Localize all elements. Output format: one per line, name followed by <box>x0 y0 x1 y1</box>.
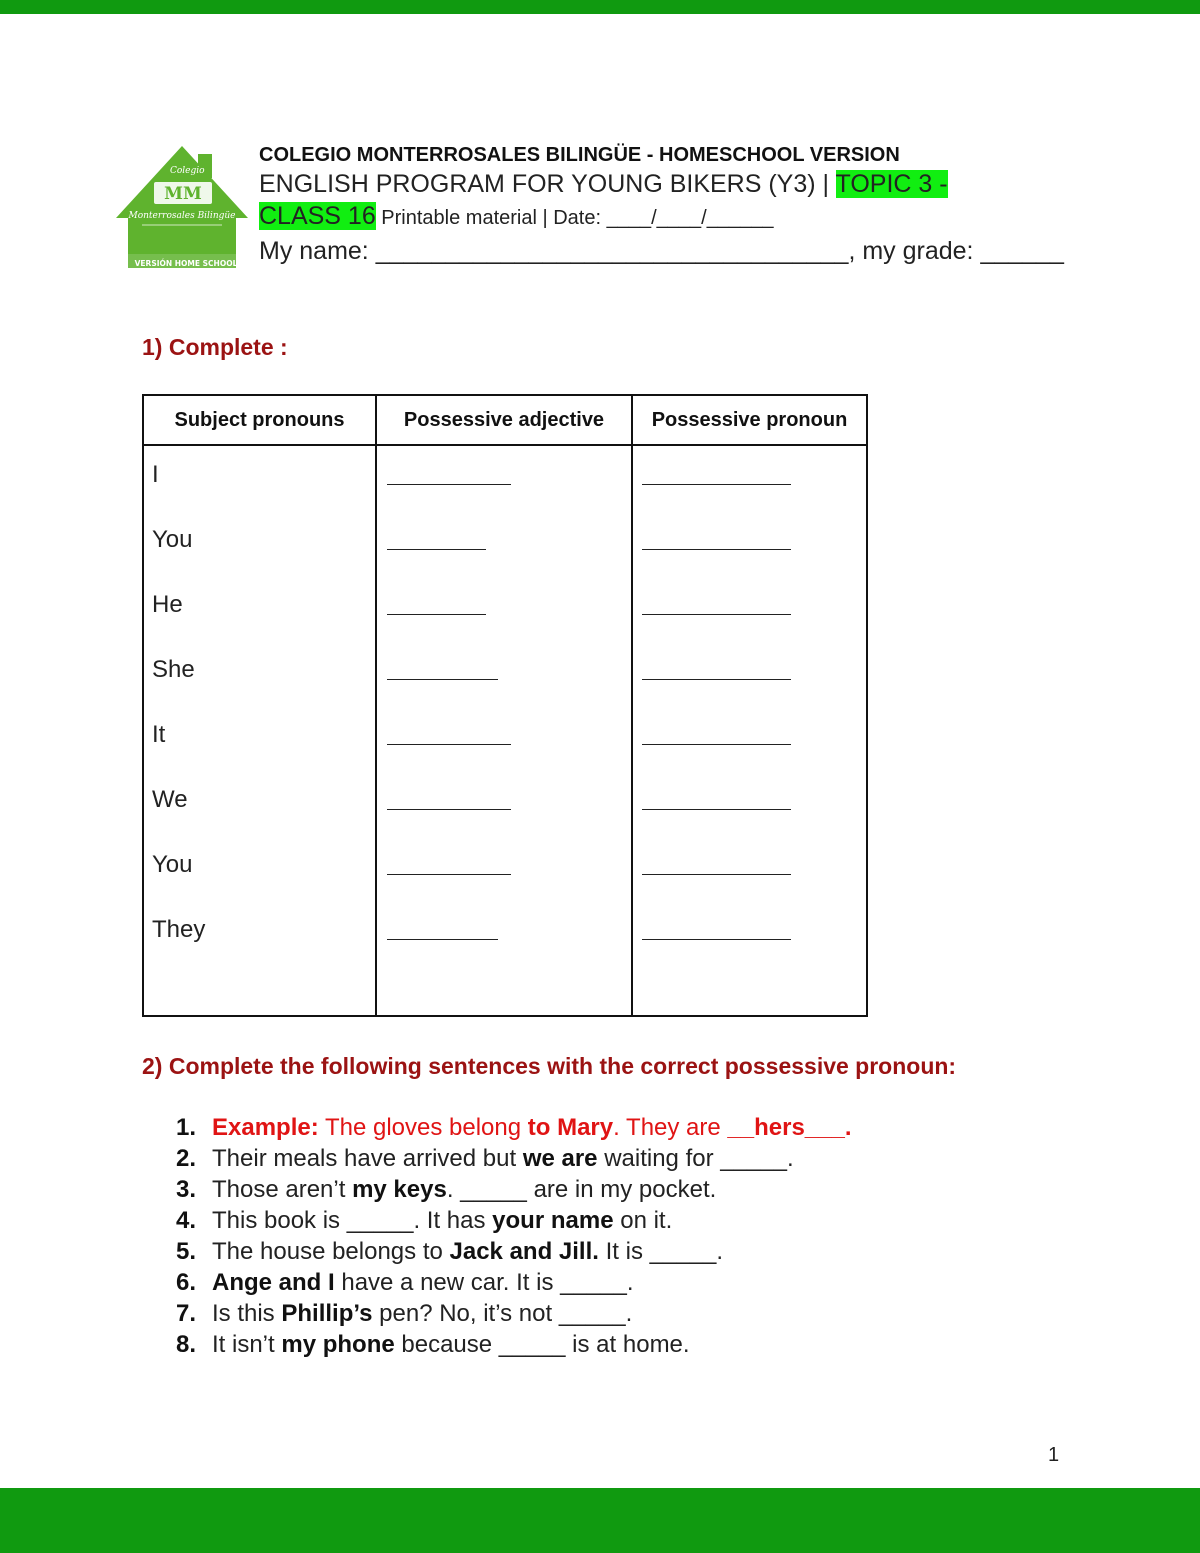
sentence-text: on it. <box>613 1207 673 1234</box>
item-number: 5. <box>176 1238 197 1265</box>
logo-top-text: Colegio <box>170 166 205 176</box>
sentence-text: because _____ is at home. <box>394 1331 690 1358</box>
sentence-bold: Jack and Jill. <box>449 1238 599 1265</box>
answer-blank[interactable] <box>387 783 511 810</box>
answer-blank[interactable] <box>387 653 498 680</box>
subject-pronoun: I <box>152 461 159 488</box>
list-item <box>176 1112 852 1143</box>
item-number: 1. <box>176 1114 197 1141</box>
possessive-adjective-column <box>376 445 632 1016</box>
sentence-text: The house belongs to <box>212 1238 450 1265</box>
class-line <box>259 200 1039 234</box>
answer-blank[interactable] <box>387 718 511 745</box>
sentence-text: It isn’t <box>212 1331 282 1358</box>
example-label: Example: <box>212 1114 319 1141</box>
sentence-bold: my phone <box>281 1331 395 1358</box>
sentence-bold: to Mary <box>527 1114 614 1141</box>
subject-pronoun: They <box>152 916 206 943</box>
answer-blank[interactable] <box>642 913 791 940</box>
subject-pronoun: You <box>152 851 193 878</box>
sentence-text: . _____ are in my pocket. <box>446 1176 717 1203</box>
sentence-text: Is this <box>212 1300 282 1327</box>
top-green-bar <box>0 0 1200 14</box>
subject-pronoun: He <box>152 591 183 618</box>
answer-blank[interactable] <box>387 458 511 485</box>
sentence-text: . They are <box>613 1114 728 1141</box>
page-number: 1 <box>1048 1444 1060 1466</box>
sentence-text: Their meals have arrived but <box>212 1145 523 1172</box>
answer-blank[interactable] <box>387 913 498 940</box>
grade-blank[interactable]: ______ <box>980 237 1064 265</box>
item-number: 8. <box>176 1331 197 1358</box>
possessive-pronoun-column <box>632 445 867 1016</box>
grade-label: , my grade: <box>848 237 981 265</box>
sentence-text: The gloves belong <box>318 1114 528 1141</box>
sentence-text: This book is _____. It has <box>212 1207 493 1234</box>
header-possessive-pronoun: Possessive pronoun <box>632 395 867 445</box>
header-subject-pronouns: Subject pronouns <box>143 395 376 445</box>
section-2-title: 2) Complete the following sentences with the correct possessive pronoun: <box>142 1053 957 1079</box>
list-item <box>176 1143 852 1174</box>
sentence-bold: Phillip’s <box>281 1300 373 1327</box>
sentence-text: have a new car. It is _____. <box>334 1269 634 1296</box>
sentence-text: waiting for _____. <box>597 1145 794 1172</box>
list-item <box>176 1174 852 1205</box>
answer-blank[interactable] <box>642 588 791 615</box>
item-number: 7. <box>176 1300 197 1327</box>
class-label: CLASS 16 <box>259 202 376 230</box>
sentence-text: pen? No, it’s not _____. <box>372 1300 633 1327</box>
list-item <box>176 1298 852 1329</box>
list-item <box>176 1267 852 1298</box>
school-name: COLEGIO MONTERROSALES BILINGÜE - HOMESCHOOL VERSION <box>259 144 900 166</box>
sentence-bold: your name <box>492 1207 614 1234</box>
logo-subtitle: VERSIÓN HOME SCHOOL <box>134 259 238 268</box>
logo-monogram: MM <box>164 184 202 204</box>
list-item <box>176 1236 852 1267</box>
answer-blank[interactable] <box>387 848 511 875</box>
subject-pronoun: It <box>152 721 166 748</box>
school-logo <box>112 140 252 280</box>
answer-blank[interactable] <box>387 588 486 615</box>
answer-blank[interactable] <box>642 718 791 745</box>
subject-pronoun: We <box>152 786 188 813</box>
answer-blank[interactable] <box>387 523 486 550</box>
item-number: 2. <box>176 1145 197 1172</box>
name-grade-line <box>259 235 1064 267</box>
sentence-text: Those aren’t <box>212 1176 353 1203</box>
sentence-text: It is _____. <box>598 1238 724 1265</box>
sentence-bold: Ange and I <box>212 1269 335 1296</box>
header-possessive-adjective: Possessive adjective <box>376 395 632 445</box>
answer-blank[interactable] <box>642 653 791 680</box>
sentence-list <box>176 1112 852 1360</box>
pronoun-table <box>142 394 868 1017</box>
topic-label: TOPIC 3 - <box>835 170 948 198</box>
answer-blank[interactable] <box>642 783 791 810</box>
program-title: ENGLISH PROGRAM FOR YOUNG BIKERS (Y3) | <box>259 170 836 198</box>
item-number: 4. <box>176 1207 197 1234</box>
printable-date-line: Printable material | Date: ____/____/______ <box>375 207 774 229</box>
section-1-title: 1) Complete : <box>142 334 288 360</box>
list-item <box>176 1329 852 1360</box>
logo-name: Monterrosales Bilingüe <box>128 211 236 221</box>
answer-blank[interactable] <box>642 523 791 550</box>
sentence-bold: we are <box>522 1145 598 1172</box>
name-label: My name: <box>259 237 376 265</box>
document-header <box>259 142 1064 267</box>
name-blank[interactable]: __________________________________ <box>375 237 849 265</box>
sentence-bold: my keys <box>352 1176 447 1203</box>
program-line <box>259 168 1039 200</box>
subject-column <box>143 445 376 1016</box>
answer-blank[interactable] <box>642 458 791 485</box>
item-number: 3. <box>176 1176 197 1203</box>
list-item <box>176 1205 852 1236</box>
subject-pronoun: She <box>152 656 195 683</box>
subject-pronoun: You <box>152 526 193 553</box>
example-answer: __hers___ <box>727 1114 845 1141</box>
item-number: 6. <box>176 1269 197 1296</box>
answer-blank[interactable] <box>642 848 791 875</box>
sentence-text: . <box>844 1114 852 1141</box>
bottom-green-bar <box>0 1488 1200 1553</box>
